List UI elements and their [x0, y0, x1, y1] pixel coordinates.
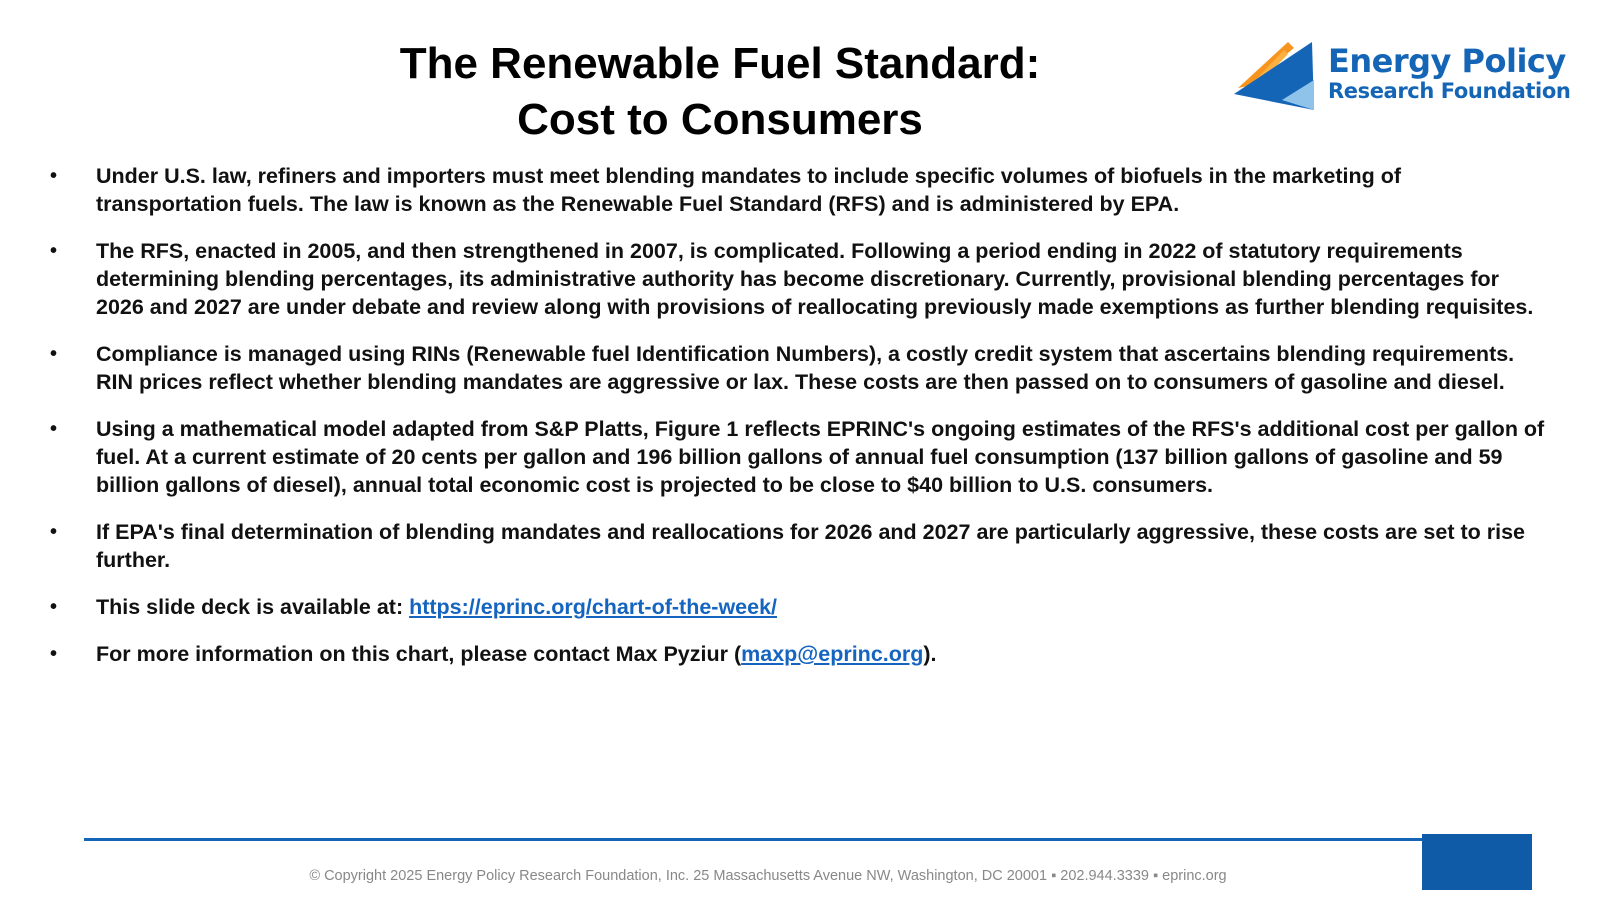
bullet-marker: • [50, 596, 58, 618]
slide-title [230, 36, 1210, 148]
deck-link[interactable]: https://eprinc.org/chart-of-the-week/ [409, 595, 778, 619]
contact-email-link[interactable]: maxp@eprinc.org [741, 642, 924, 666]
footer-divider [84, 838, 1424, 841]
bullet-item [48, 162, 1548, 218]
bullet-list [48, 162, 1548, 687]
bullet-item-contact [48, 640, 1548, 668]
bullet-marker: • [50, 240, 58, 262]
bullet-marker: • [50, 521, 58, 543]
eprinc-logo [1232, 24, 1592, 116]
footer-copyright: © Copyright 2025 Energy Policy Research Foundation, Inc. 25 Massachusetts Avenue NW, Washington, DC 20001 ▪ 202.944.3339 ▪ eprinc.org [309, 868, 1227, 884]
bullet-item-deck [48, 593, 1548, 621]
bullet-item [48, 237, 1548, 321]
bullet-item [48, 518, 1548, 574]
title-line-1: The Renewable Fuel Standard: [399, 39, 1041, 88]
bullet-item [48, 340, 1548, 396]
contact-suffix-text: ). [923, 642, 937, 666]
logo-name-line-2: Research Foundation [1328, 79, 1571, 103]
bullet-text: Using a mathematical model adapted from S&P Platts, Figure 1 reflects EPRINC's ongoing estimates of the RFS's additional cost per gallon of fuel. At a current estimate of 20 cents per gallon and 196 billion gallons of annual fuel consumption (137 billion gallons of gasoline and 59 billion gallons of diesel), annual total economic cost is projected to be close to $40 billion to U.S. consumers. [96, 417, 1545, 497]
bullet-text: Compliance is managed using RINs (Renewable fuel Identification Numbers), a costly credit system that ascertains blending requirements. RIN prices reflect whether blending mandates are aggressive or lax. These costs are then passed on to consumers of gasoline and diesel. [96, 342, 1515, 394]
bullet-marker: • [50, 643, 58, 665]
bullet-marker: • [50, 165, 58, 187]
logo-name-line-1: Energy Policy [1328, 42, 1566, 80]
bullet-text: Under U.S. law, refiners and importers must meet blending mandates to include specific volumes of biofuels in the marketing of transportation fuels. The law is known as the Renewable Fuel Standard (RFS) and is administered by EPA. [96, 164, 1401, 216]
bullet-marker: • [50, 343, 58, 365]
bullet-text: The RFS, enacted in 2005, and then strengthened in 2007, is complicated. Following a period ending in 2022 of statutory requirements determining blending percentages, its administrative authority has become discretionary. Currently, provisional blending percentages for 2026 and 2027 are under debate and review along with provisions of reallocating previously made exemptions as further blending requisites. [96, 239, 1534, 319]
bullet-item [48, 415, 1548, 499]
logo-wordmark [1328, 44, 1570, 104]
logo-mark-icon [1232, 24, 1328, 116]
bullet-marker: • [50, 418, 58, 440]
deck-prefix-text: This slide deck is available at: [96, 595, 410, 619]
title-line-2: Cost to Consumers [517, 95, 923, 144]
bullet-text: If EPA's final determination of blending mandates and reallocations for 2026 and 2027 are particularly aggressive, these costs are set to rise further. [96, 520, 1525, 572]
contact-prefix-text: For more information on this chart, please contact Max Pyziur ( [96, 642, 742, 666]
